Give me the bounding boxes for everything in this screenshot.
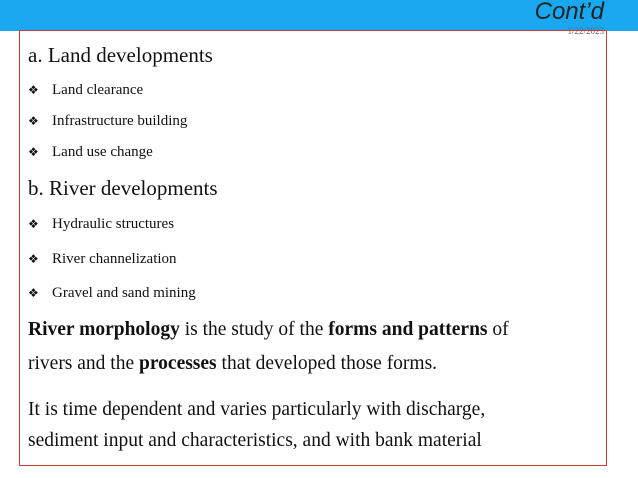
list-item-label: Infrastructure building [52, 113, 188, 129]
section-b-heading: b. River developments [28, 176, 218, 200]
paragraph-2-line-2: sediment input and characteristics, and with bank material [28, 430, 482, 451]
paragraph-1-line-2 [28, 352, 437, 375]
paragraph-2-line-1: It is time dependent and varies particularly with discharge, [28, 399, 486, 420]
diamond-bullet-icon: ❖ [28, 114, 39, 128]
slide-date: 1/22/2023 [567, 26, 604, 36]
section-a-heading: a. Land developments [28, 43, 213, 67]
diamond-bullet-icon: ❖ [28, 145, 39, 159]
paragraph-text: that developed those forms. [216, 353, 438, 374]
paragraph-text: of [487, 319, 509, 340]
paragraph-1-line-1 [28, 318, 509, 341]
emphasis-processes: processes [139, 353, 217, 374]
term-river-morphology: River morphology [28, 319, 180, 340]
diamond-bullet-icon: ❖ [28, 83, 39, 97]
list-item [28, 112, 187, 130]
diamond-bullet-icon: ❖ [28, 286, 39, 300]
list-item-label: Gravel and sand mining [52, 285, 196, 301]
list-item-label: Land clearance [52, 82, 144, 98]
list-item [28, 143, 153, 161]
emphasis-forms-patterns: forms and patterns [328, 319, 488, 340]
diamond-bullet-icon: ❖ [28, 217, 39, 231]
list-item [28, 250, 177, 268]
list-item [28, 81, 143, 99]
list-item-label: Hydraulic structures [52, 216, 175, 232]
paragraph-text: is the study of the [179, 319, 329, 340]
list-item-label: River channelization [52, 251, 177, 267]
list-item [28, 215, 174, 233]
slide-title: Cont’d [534, 0, 604, 25]
diamond-bullet-icon: ❖ [28, 252, 39, 266]
list-item [28, 284, 196, 302]
list-item-label: Land use change [52, 144, 153, 160]
paragraph-text: rivers and the [28, 353, 140, 374]
